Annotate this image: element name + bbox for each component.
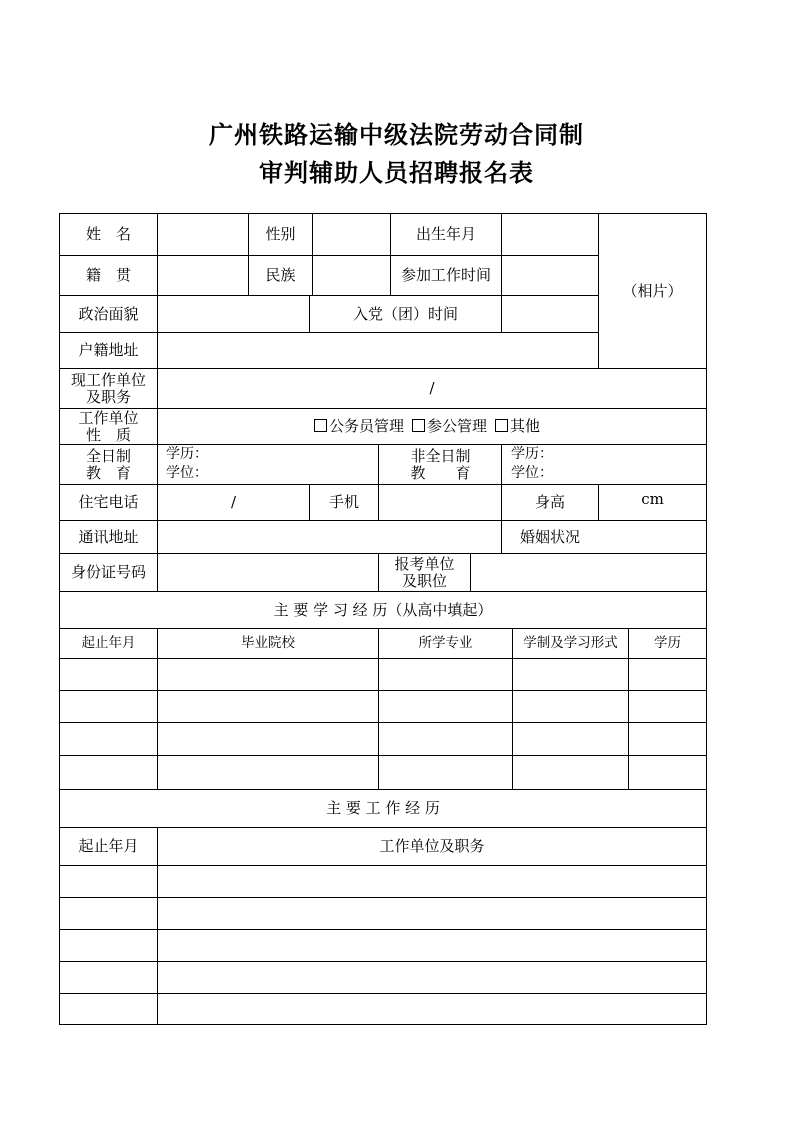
input-party-time[interactable] (502, 296, 598, 332)
work-header-unit: 工作单位及职务 (379, 837, 485, 856)
label-name: 姓 名 (85, 225, 131, 244)
option-reference-civil[interactable] (412, 418, 487, 435)
label-marital: 婚姻状况 (519, 527, 580, 546)
table-rule (390, 213, 391, 296)
label-id-number: 身份证号码 (70, 563, 146, 582)
table-rule (378, 628, 379, 790)
label-current-unit (60, 369, 157, 408)
work-header-period: 起止年月 (78, 837, 139, 856)
label-fulltime-line1: 全日制 (85, 447, 131, 465)
table-rule (512, 628, 513, 790)
label-apply-line2: 及职位 (401, 571, 447, 590)
option-civil-servant-label: 公务员管理 (329, 417, 405, 436)
parttime-degree-record-label[interactable]: 学历： (511, 446, 553, 462)
form-title-line2: 审判辅助人员招聘报名表 (259, 158, 534, 187)
education-section-title: 主 要 学 习 经 历（从高中填起） (273, 600, 493, 619)
input-native[interactable] (158, 256, 248, 295)
table-rule (157, 827, 158, 1025)
input-political[interactable] (158, 296, 309, 332)
label-fulltime-line2: 教 育 (85, 463, 131, 482)
edu-header-school: 毕业院校 (241, 635, 295, 652)
table-rule (59, 213, 60, 1025)
table-rule (157, 628, 158, 790)
fulltime-degree-label[interactable]: 学位： (166, 465, 208, 481)
label-current-unit-line2: 及职务 (85, 387, 131, 406)
label-mobile: 手机 (328, 493, 359, 512)
table-rule (59, 332, 599, 333)
label-gender: 性别 (265, 225, 296, 244)
checkbox-icon[interactable] (314, 419, 327, 432)
label-political: 政治面貌 (78, 304, 139, 323)
table-rule (378, 444, 379, 485)
parttime-degree-label[interactable]: 学位： (511, 465, 553, 481)
table-rule (470, 553, 471, 592)
table-rule (309, 484, 310, 521)
fulltime-degree-record-label[interactable]: 学历： (166, 446, 208, 462)
input-address[interactable] (158, 521, 501, 553)
label-parttime-line2: 教 育 (410, 463, 471, 482)
table-rule (312, 213, 313, 296)
label-height: 身高 (534, 493, 565, 512)
input-name[interactable] (158, 214, 248, 255)
label-address: 通讯地址 (78, 527, 139, 546)
table-rule (59, 295, 599, 296)
table-rule (628, 628, 629, 790)
table-rule (598, 484, 599, 521)
label-parttime-edu (379, 445, 502, 484)
input-ethnicity[interactable] (313, 256, 390, 295)
table-rule (598, 213, 599, 369)
input-gender[interactable] (313, 214, 390, 255)
option-civil-servant[interactable] (314, 418, 404, 435)
input-birth[interactable] (502, 214, 598, 255)
input-marital[interactable] (599, 521, 706, 553)
label-home-phone: 住宅电话 (78, 493, 139, 512)
table-rule (501, 444, 502, 485)
table-rule (59, 255, 599, 256)
label-unit-nature (60, 409, 157, 444)
edu-header-degree: 学历 (654, 635, 681, 652)
label-hukou: 户籍地址 (78, 341, 139, 360)
table-rule (501, 484, 502, 554)
label-work-start: 参加工作时间 (400, 266, 491, 285)
label-birth: 出生年月 (415, 225, 476, 244)
option-other[interactable] (495, 418, 540, 435)
input-id-number[interactable] (158, 554, 378, 591)
form-title-line1: 广州铁路运输中级法院劳动合同制 (209, 120, 584, 149)
input-current-unit[interactable]: / (429, 379, 435, 398)
input-apply-position[interactable] (471, 554, 706, 591)
label-apply-position (379, 554, 470, 591)
checkbox-icon[interactable] (495, 419, 508, 432)
table-rule (706, 213, 707, 1025)
table-rule (309, 295, 310, 333)
input-work-start[interactable] (502, 256, 598, 295)
table-rule (157, 213, 158, 592)
edu-header-major: 所学专业 (418, 635, 473, 652)
input-home-phone[interactable]: / (230, 493, 237, 512)
label-current-unit-line1: 现工作单位 (70, 371, 146, 389)
unit-nature-options (158, 409, 706, 444)
label-ethnicity: 民族 (265, 266, 296, 285)
table-rule (378, 553, 379, 592)
table-rule (501, 213, 502, 333)
label-parttime-line1: 非全日制 (410, 447, 471, 465)
photo-box[interactable]: （相片） (622, 281, 683, 300)
edu-header-period: 起止年月 (81, 635, 136, 652)
label-native: 籍 贯 (85, 266, 131, 285)
table-rule (378, 484, 379, 521)
label-apply-line1: 报考单位 (394, 555, 455, 573)
input-height[interactable]: cm (641, 489, 664, 508)
option-reference-civil-label: 参公管理 (427, 417, 488, 436)
option-other-label: 其他 (510, 417, 541, 436)
label-party-time: 入党（团）时间 (352, 304, 458, 323)
input-mobile[interactable] (379, 485, 501, 520)
label-fulltime-edu (60, 445, 157, 484)
checkbox-icon[interactable] (412, 419, 425, 432)
label-unit-nature-line1: 工作单位 (78, 409, 139, 427)
label-unit-nature-line2: 性 质 (85, 425, 131, 444)
edu-header-mode: 学制及学习形式 (523, 635, 618, 652)
work-section-title: 主 要 工 作 经 历 (326, 799, 440, 818)
table-rule (248, 213, 249, 296)
input-hukou[interactable] (158, 333, 598, 368)
